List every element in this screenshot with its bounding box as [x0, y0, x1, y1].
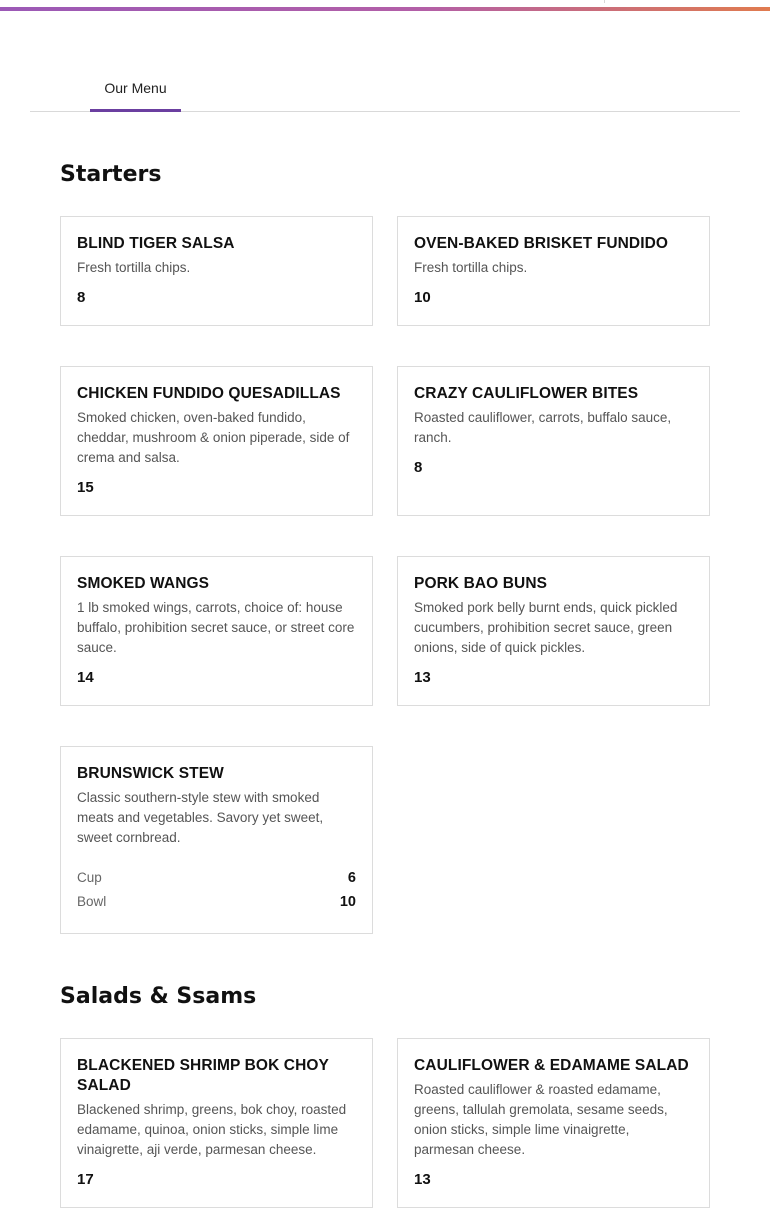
size-price: 6: [347, 870, 356, 886]
menu-item-description: Classic southern-style stew with smoked meats and vegetables. Savory yet sweet, sweet cornbread.: [77, 790, 324, 845]
menu-item-name: CAULIFLOWER & EDAMAME SALAD: [414, 1057, 689, 1074]
menu-tab-bar: [30, 72, 740, 112]
menu-item-name: CHICKEN FUNDIDO QUESADILLAS: [77, 385, 341, 402]
menu-item-description: Roasted cauliflower & roasted edamame, greens, tallulah gremolata, sesame seeds, onion sticks, simple lime vinaigrette, parmesan cheese.: [414, 1082, 668, 1157]
menu-item-description: 1 lb smoked wings, carrots, choice of: house buffalo, prohibition secret sauce, or street core sauce.: [77, 600, 355, 655]
menu-item-price: 8: [414, 459, 423, 476]
menu-item-card: [397, 366, 710, 516]
menu-item-name: CRAZY CAULIFLOWER BITES: [414, 385, 639, 402]
menu-item-price: 14: [77, 669, 94, 686]
menu-item-card: [60, 366, 373, 516]
size-option-row: [77, 890, 356, 914]
menu-item-description: Roasted cauliflower, carrots, buffalo sauce, ranch.: [414, 410, 672, 445]
size-label: Bowl: [77, 894, 107, 909]
menu-item-price: 15: [77, 479, 94, 496]
menu-item-card: [60, 1038, 373, 1208]
menu-item-description: Fresh tortilla chips.: [77, 260, 191, 275]
menu-item-price: 13: [414, 1171, 431, 1188]
menu-item-card: [397, 216, 710, 326]
tab-our-menu[interactable]: Our Menu: [90, 72, 181, 112]
menu-item-name: BRUNSWICK STEW: [77, 765, 224, 782]
menu-item-card: [60, 216, 373, 326]
gradient-stripe: [0, 7, 770, 11]
section-title-starters: Starters: [60, 162, 162, 187]
menu-item-card: [60, 556, 373, 706]
section-title-salads-ssams: Salads & Ssams: [60, 984, 257, 1009]
menu-item-price: 10: [414, 289, 431, 306]
size-price: 10: [339, 894, 356, 910]
size-options: [77, 866, 356, 914]
menu-item-price: 8: [77, 289, 86, 306]
size-option-row: [77, 866, 356, 890]
menu-item-price: 13: [414, 669, 431, 686]
size-label: Cup: [77, 870, 102, 885]
menu-item-description: Blackened shrimp, greens, bok choy, roasted edamame, quinoa, onion sticks, simple lime vinaigrette, aji verde, parmesan cheese.: [77, 1102, 347, 1157]
top-accent-bar: [0, 0, 770, 12]
menu-item-card: [60, 746, 373, 934]
menu-item-card: [397, 556, 710, 706]
menu-item-name: BLIND TIGER SALSA: [77, 235, 235, 252]
menu-item-name: PORK BAO BUNS: [414, 575, 548, 592]
menu-item-description: Smoked chicken, oven-baked fundido, cheddar, mushroom & onion piperade, side of crema and salsa.: [77, 410, 350, 465]
menu-item-description: Fresh tortilla chips.: [414, 260, 528, 275]
menu-item-card: [397, 1038, 710, 1208]
menu-item-name: SMOKED WANGS: [77, 575, 210, 592]
menu-item-price: 17: [77, 1171, 94, 1188]
menu-item-name: OVEN-BAKED BRISKET FUNDIDO: [414, 235, 669, 252]
menu-item-name: BLACKENED SHRIMP BOK CHOY SALAD: [77, 1057, 329, 1094]
menu-item-description: Smoked pork belly burnt ends, quick pickled cucumbers, prohibition secret sauce, green onions, side of quick pickles.: [414, 600, 678, 655]
header-divider: [604, 0, 605, 3]
